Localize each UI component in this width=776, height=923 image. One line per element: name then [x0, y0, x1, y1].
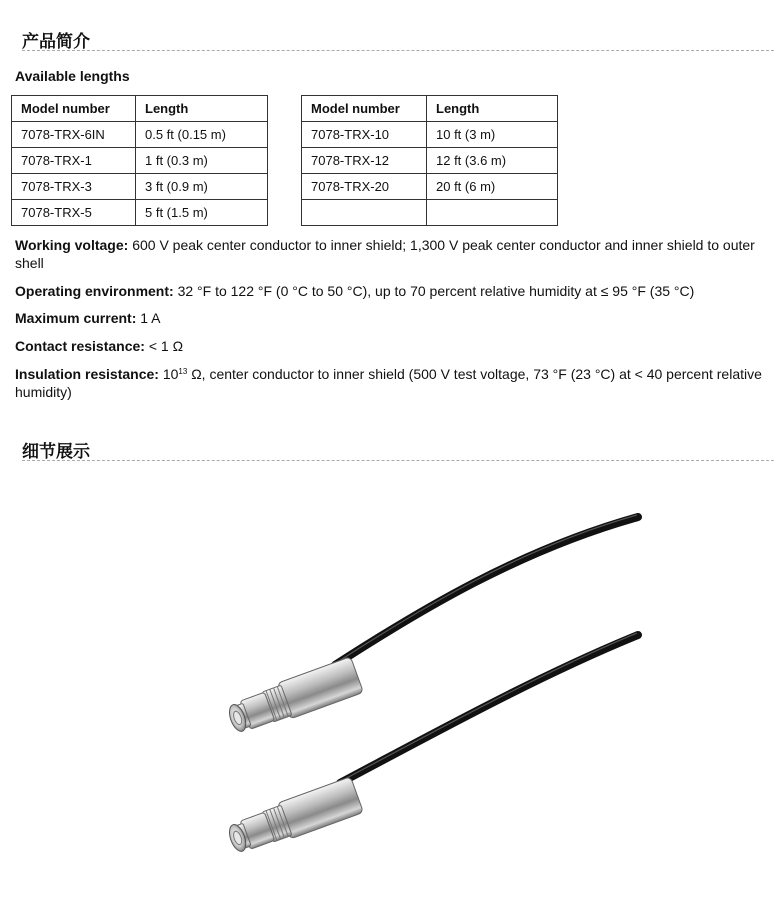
model-cell: 7078-TRX-1 — [12, 148, 136, 174]
model-cell: 7078-TRX-6IN — [12, 122, 136, 148]
section-divider — [22, 460, 774, 461]
section-title-intro: 产品简介 — [22, 32, 90, 52]
column-header-length: Length — [136, 96, 268, 122]
length-cell: 0.5 ft (0.15 m) — [136, 122, 268, 148]
spec-label: Maximum current: — [15, 310, 137, 326]
model-cell — [302, 200, 427, 226]
model-cell: 7078-TRX-10 — [302, 122, 427, 148]
length-cell: 1 ft (0.3 m) — [136, 148, 268, 174]
length-cell: 10 ft (3 m) — [427, 122, 558, 148]
length-cell: 5 ft (1.5 m) — [136, 200, 268, 226]
table-header-row — [12, 96, 268, 122]
column-header-model: Model number — [12, 96, 136, 122]
spec-label: Working voltage: — [15, 237, 129, 253]
model-cell: 7078-TRX-5 — [12, 200, 136, 226]
model-cell: 7078-TRX-20 — [302, 174, 427, 200]
spec-value-rest: Ω, center conductor to inner shield (500 V test voltage, 73 °F (23 °C) at < 40 percent relative humidity) — [15, 366, 762, 400]
spec-working-voltage — [15, 236, 773, 272]
model-cell: 7078-TRX-3 — [12, 174, 136, 200]
spec-value: 1 A — [136, 310, 161, 326]
spec-value-base: 10 — [158, 366, 179, 382]
triax-cable-photo — [190, 505, 650, 890]
spec-insulation-resistance — [15, 365, 773, 401]
spec-contact-resistance — [15, 337, 773, 355]
lengths-table-left — [11, 95, 268, 226]
table-header-row — [302, 96, 558, 122]
bnc-connector-lower — [225, 777, 364, 859]
spec-label: Insulation resistance: — [15, 366, 159, 382]
length-cell: 12 ft (3.6 m) — [427, 148, 558, 174]
section-title-details: 细节展示 — [22, 442, 90, 462]
table-row — [12, 200, 268, 226]
length-cell: 3 ft (0.9 m) — [136, 174, 268, 200]
table-row — [12, 122, 268, 148]
cable-upper — [335, 515, 638, 665]
bnc-connector-upper — [225, 657, 364, 739]
spec-operating-environment — [15, 282, 773, 300]
length-cell — [427, 200, 558, 226]
column-header-length: Length — [427, 96, 558, 122]
spec-value: 32 °F to 122 °F (0 °C to 50 °C), up to 70 percent relative humidity at ≤ 95 °F (35 °C) — [173, 283, 695, 299]
available-lengths-heading: Available lengths — [15, 68, 130, 84]
spec-value: < 1 Ω — [144, 338, 184, 354]
length-cell: 20 ft (6 m) — [427, 174, 558, 200]
spec-label: Contact resistance: — [15, 338, 145, 354]
table-row — [302, 122, 558, 148]
table-row — [302, 200, 558, 226]
cable-lower — [340, 633, 638, 783]
spec-value-exponent: 13 — [178, 367, 188, 376]
spec-maximum-current — [15, 309, 773, 327]
section-divider — [22, 50, 774, 51]
table-row — [302, 174, 558, 200]
spec-value: 600 V peak center conductor to inner shield; 1,300 V peak center conductor and inner shield to outer shell — [15, 237, 755, 271]
lengths-table-right — [301, 95, 558, 226]
table-row — [302, 148, 558, 174]
table-row — [12, 148, 268, 174]
table-row — [12, 174, 268, 200]
spec-label: Operating environment: — [15, 283, 174, 299]
model-cell: 7078-TRX-12 — [302, 148, 427, 174]
column-header-model: Model number — [302, 96, 427, 122]
